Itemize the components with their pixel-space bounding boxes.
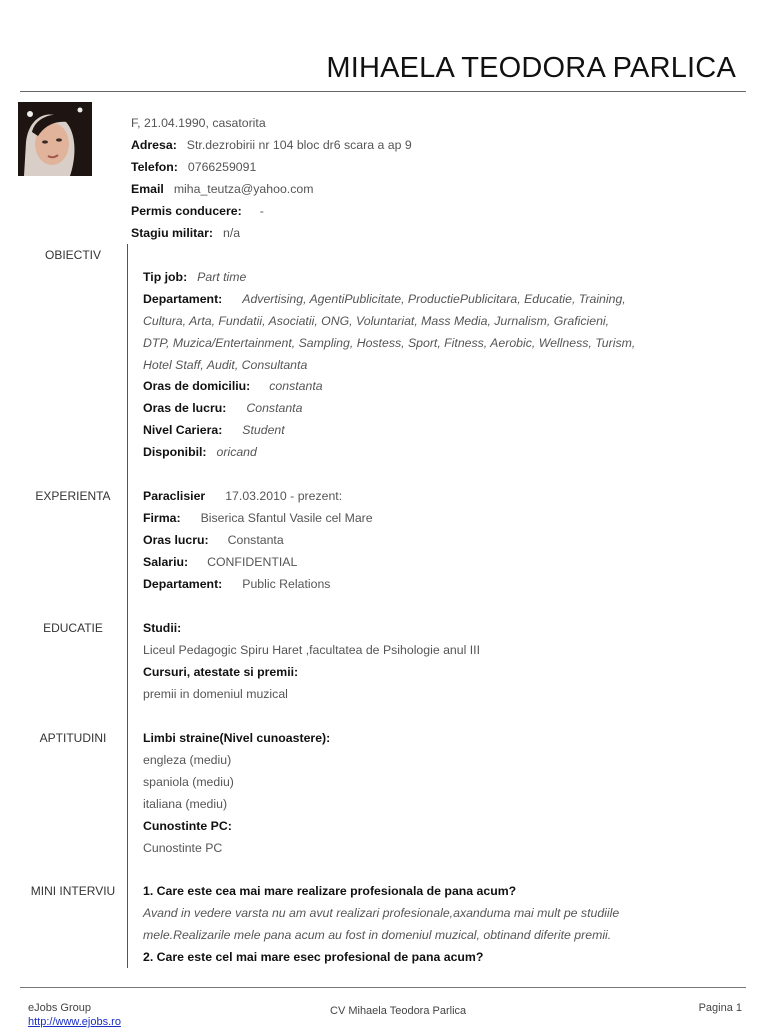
footer-company: eJobs Group [28, 1002, 91, 1014]
license-value: - [259, 204, 264, 218]
work-city-label: Oras de lucru: [143, 401, 227, 415]
section-divider-line [127, 244, 128, 968]
job-type-label: Tip job: [143, 270, 188, 284]
military-row [131, 226, 240, 240]
career-level-label: Nivel Cariera: [143, 423, 223, 437]
company-row [143, 511, 373, 525]
availability-label: Disponibil: [143, 445, 207, 459]
pc-skills-value: Cunostinte PC [143, 841, 223, 855]
address-label: Adresa: [131, 138, 177, 152]
work-city-value: Constanta [246, 401, 303, 415]
candidate-name: MIHAELA TEODORA PARLICA [326, 52, 736, 84]
work-city-row [143, 401, 302, 415]
interview-answer-1: Avand in vedere varsta nu am avut realizari profesionale,axanduma mai mult pe studiile [143, 906, 620, 920]
phone-value: 0766259091 [187, 160, 257, 174]
language-item: spaniola (mediu) [143, 775, 234, 789]
interview-question-2: 2. Care este cel mai mare esec profesional de pana acum? [143, 950, 484, 964]
salary-row [143, 555, 297, 569]
home-city-row [143, 379, 323, 393]
footer-link[interactable]: http://www.ejobs.ro [28, 1016, 121, 1028]
department-value: Advertising, AgentiPublicitate, ProductiePublicitara, Educatie, Training, [242, 292, 626, 306]
job-city-row [143, 533, 284, 547]
pc-skills-label: Cunostinte PC: [143, 819, 232, 833]
availability-value: oricand [216, 445, 257, 459]
department-line: Hotel Staff, Audit, Consultanta [143, 358, 308, 372]
salary-label: Salariu: [143, 555, 189, 569]
page-number: Pagina 1 [698, 1002, 742, 1014]
footer-title: CV Mihaela Teodora Parlica [330, 1005, 467, 1017]
interview-answer-1: mele.Realizarile mele pana acum au fost in domeniul muzical, obtinand diferite premii. [143, 928, 612, 942]
position-row [143, 489, 342, 503]
section-mini-interviu: MINI INTERVIU [30, 884, 116, 898]
section-objectiv: OBIECTIV [44, 248, 101, 262]
position-period: 17.03.2010 - prezent: [225, 489, 343, 503]
job-department-label: Departament: [143, 577, 223, 591]
email-value: miha_teutza@yahoo.com [173, 182, 314, 196]
availability-row [143, 445, 257, 459]
military-label: Stagiu militar: [131, 226, 213, 240]
job-city-value: Constanta [227, 533, 284, 547]
interview-question-1: 1. Care este cea mai mare realizare profesionala de pana acum? [143, 884, 517, 898]
job-type-row [143, 270, 246, 284]
personal-summary: F, 21.04.1990, casatorita [131, 116, 266, 130]
courses-value: premii in domeniul muzical [143, 687, 288, 701]
phone-row [131, 160, 256, 174]
license-label: Permis conducere: [131, 204, 242, 218]
email-label: Email [131, 182, 164, 196]
courses-label: Cursuri, atestate si premii: [143, 665, 299, 679]
footer-divider [20, 987, 746, 988]
position-title: Paraclisier [143, 489, 206, 503]
job-city-label: Oras lucru: [143, 533, 209, 547]
section-experienta: EXPERIENTA [35, 489, 111, 503]
header-divider [20, 91, 746, 92]
email-row [131, 182, 313, 196]
job-type-value: Part time [197, 270, 247, 284]
job-department-row [143, 577, 330, 591]
address-value: Str.dezrobirii nr 104 bloc dr6 scara a ap 9 [186, 138, 412, 152]
section-aptitudini: APTITUDINI [39, 731, 107, 745]
phone-label: Telefon: [131, 160, 178, 174]
department-line: DTP, Muzica/Entertainment, Sampling, Hostess, Sport, Fitness, Aerobic, Wellness, Turism, [143, 336, 636, 350]
department-row [143, 292, 626, 306]
home-city-value: constanta [269, 379, 323, 393]
section-educatie: EDUCATIE [43, 621, 103, 635]
department-line: Cultura, Arta, Fundatii, Asociatii, ONG, Voluntariat, Mass Media, Jurnalism, Graficieni, [143, 314, 610, 328]
military-value: n/a [223, 226, 241, 240]
career-level-row [143, 423, 285, 437]
department-label: Departament: [143, 292, 223, 306]
license-row [131, 204, 264, 218]
career-level-value: Student [242, 423, 285, 437]
profile-photo [18, 102, 92, 176]
studies-value: Liceul Pedagogic Spiru Haret ,facultatea de Psihologie anul III [143, 643, 481, 657]
language-item: engleza (mediu) [143, 753, 232, 767]
language-item: italiana (mediu) [143, 797, 228, 811]
languages-label: Limbi straine(Nivel cunoastere): [143, 731, 331, 745]
company-value: Biserica Sfantul Vasile cel Mare [200, 511, 373, 525]
job-department-value: Public Relations [242, 577, 331, 591]
home-city-label: Oras de domiciliu: [143, 379, 251, 393]
company-label: Firma: [143, 511, 181, 525]
studies-label: Studii: [143, 621, 182, 635]
address-row [131, 138, 412, 152]
salary-value: CONFIDENTIAL [207, 555, 298, 569]
